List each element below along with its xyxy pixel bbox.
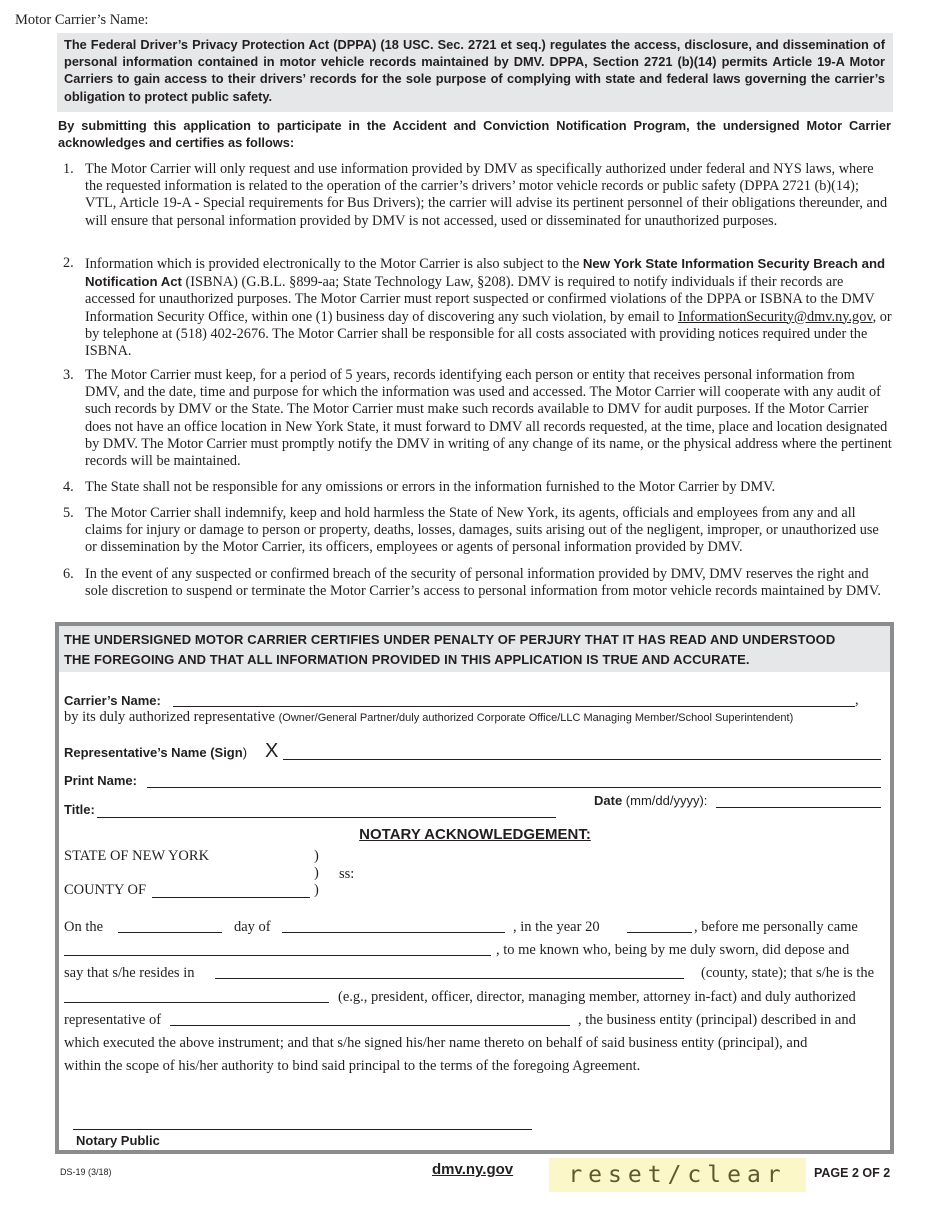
representative-signature-field[interactable] (283, 759, 881, 760)
county-of-label: COUNTY OF (64, 882, 147, 898)
print-name-label: Print Name: (64, 773, 137, 788)
date-label: Date (mm/dd/yyyy): (594, 793, 708, 808)
text-scope: within the scope of his/her authority to bind said principal to the terms of the foregoing Agreement. (64, 1058, 641, 1074)
representative-capacity-line: by its duly authorized representative (Owner/General Partner/duly authorized Corporate Office/LLC Managing Member/School Superintendent) (64, 709, 794, 725)
notary-acknowledgement-title: NOTARY ACKNOWLEDGEMENT: (359, 826, 591, 843)
list-item (63, 566, 893, 600)
representative-sign-label: Representative’s Name (Sign) (64, 745, 248, 760)
page-number: PAGE 2 OF 2 (814, 1166, 891, 1180)
comma: , (855, 692, 859, 708)
item-text: Information which is provided electronically to the Motor Carrier is also subject to the New York State Information Security Breach and Notification Act (ISBNA) (G.B.L. §899-aa; State Technology Law, §208). DMV is required to notify individuals if their records are accessed for unauthorized purposes. The Motor Carrier must report suspected or confirmed violations of the DPPA or ISBNA to the DMV Information Security Office, within one (1) business day of discovering any such violation, by email to InformationSecurity@dmv.ny.gov, or by telephone at (518) 402-2676. The Motor Carrier shall be responsible for all costs associated with providing notices required under the ISBNA. (85, 256, 892, 360)
list-item (63, 479, 893, 496)
list-item (63, 255, 893, 360)
signature-x-mark: X (265, 740, 279, 762)
dmv-website-link[interactable]: dmv.ny.gov (432, 1161, 514, 1178)
position-field[interactable] (64, 1002, 329, 1003)
reset-clear-button[interactable]: reset/clear (549, 1158, 806, 1192)
certification-heading: THE UNDERSIGNED MOTOR CARRIER CERTIFIES UNDER PENALTY OF PERJURY THAT IT HAS READ AND UNDERSTOOD THE FOREGOING AND THAT ALL INFORMATION PROVIDED IN THIS APPLICATION IS TRUE AND ACCURATE. (59, 626, 890, 672)
acknowledgement-statement: By submitting this application to participate in the Accident and Conviction Notification Program, the undersigned Motor Carrier acknowledges and certifies as follows: (58, 118, 891, 151)
text-executed: which executed the above instrument; and that s/he signed his/her name thereto on behalf of said business entity (principal), and (64, 1035, 808, 1051)
carriers-name-label: Carrier’s Name: (64, 693, 161, 708)
item-text: The Motor Carrier must keep, for a period of 5 years, records identifying each person or entity that receives personal information from DMV, and the date, time and purpose for which the information was used and accessed. The Motor Carrier will cooperate with any audit of such records by DMV or the State. The Motor Carrier must make such records available to DMV for audit purposes. If the Motor Carrier does not have an office location in New York State, it must forward to DMV all records requested, at the time, place and location designated by DMV. The Motor Carrier must promptly notify the DMV in writing of any change of its name, or the physical address where the pertinent records will be maintained. (85, 367, 892, 470)
notary-signature-field[interactable] (73, 1129, 532, 1130)
notary-public-label: Notary Public (76, 1133, 160, 1148)
item-text: In the event of any suspected or confirmed breach of the security of personal information provided by DMV, DMV reserves the right and sole discretion to suspend or terminate the Motor Carrier’s access to personal information from motor vehicle records maintained by DMV. (85, 566, 881, 600)
state-of-new-york: STATE OF NEW YORK (64, 848, 210, 864)
day-number-field[interactable] (118, 932, 222, 933)
paren: ) (314, 865, 319, 881)
text-business-entity: , the business entity (principal) described in and (578, 1012, 856, 1028)
dppa-intro-box: The Federal Driver’s Privacy Protection Act (DPPA) (18 USC. Sec. 2721 et seq.) regulates the access, disclosure, and dissemination of personal information contained in motor vehicle records maintained by DMV. DPPA, Section 2721 (b)(14) permits Article 19-A Motor Carriers to gain access to their drivers’ records for the sole purpose of complying with state and federal laws governing the carrier’s obligation to protect public safety. (57, 33, 893, 112)
text-representative-of: representative of (64, 1012, 162, 1028)
isbna-act-name: New York State Information Security Breach and Notification Act (85, 256, 886, 290)
item-text: The Motor Carrier will only request and use information provided by DMV as specifically authorized under federal and NYS laws, where the requested information is related to the operation of the carrier’s drivers’ motor vehicle records or public safety (DPPA 2721 (b)(14); VTL, Article 19-A - Special requirements for Bus Drivers); the carrier will advise its pertinent personnel of their obligations thereunder, and will ensure that personal information provided by DMV is not accessed, used or disseminated for unauthorized purposes. (85, 161, 888, 229)
list-item (63, 505, 893, 557)
month-field[interactable] (282, 932, 505, 933)
person-name-field[interactable] (64, 955, 491, 956)
text-day-of: day of (234, 919, 271, 935)
paren: ) (314, 848, 319, 864)
infosec-email-link[interactable]: InformationSecurity@dmv.ny.gov (677, 308, 873, 325)
year-field[interactable] (627, 932, 692, 933)
item-number: 1. (63, 161, 74, 177)
item-text: The State shall not be responsible for any omissions or errors in the information furnished to the Motor Carrier by DMV. (85, 479, 776, 495)
entity-field[interactable] (170, 1025, 570, 1026)
text-county-state: (county, state); that s/he is the (701, 965, 875, 981)
date-field[interactable] (716, 807, 881, 808)
text-in-year: , in the year 20 (513, 919, 600, 935)
text-resides: say that s/he resides in (64, 965, 195, 981)
item-number: 5. (63, 505, 74, 521)
list-item (63, 367, 893, 470)
item-number: 4. (63, 479, 74, 495)
paren: ) (314, 882, 319, 898)
text-known: , to me known who, being by me duly sworn, did depose and (496, 942, 850, 958)
item-text: The Motor Carrier shall indemnify, keep and hold harmless the State of New York, its agents, officials and employees from any and all claims for injury or damage to person or property, deaths, losses, damages, suits arising out of the negligent, improper, or unauthorized use or dissemination by the Motor Carrier, its officers, employees or agents of personal information provided by DMV. (85, 505, 879, 556)
form-id: DS-19 (3/18) (60, 1167, 112, 1177)
county-field[interactable] (152, 897, 310, 898)
list-item (63, 161, 893, 230)
text-on-the: On the (64, 919, 104, 935)
title-field[interactable] (97, 817, 556, 818)
ss-label: ss: (339, 866, 355, 882)
carriers-name-field[interactable] (173, 706, 855, 707)
residence-field[interactable] (215, 978, 684, 979)
title-label: Title: (64, 802, 95, 817)
item-number: 6. (63, 566, 74, 582)
text-before-me: , before me personally came (694, 919, 858, 935)
motor-carrier-name-label: Motor Carrier’s Name: (15, 12, 149, 28)
print-name-field[interactable] (147, 787, 881, 788)
text-position-examples: (e.g., president, officer, director, managing member, attorney in-fact) and duly authorized (338, 989, 856, 1005)
item-number: 3. (63, 367, 74, 383)
item-number: 2. (63, 255, 74, 271)
